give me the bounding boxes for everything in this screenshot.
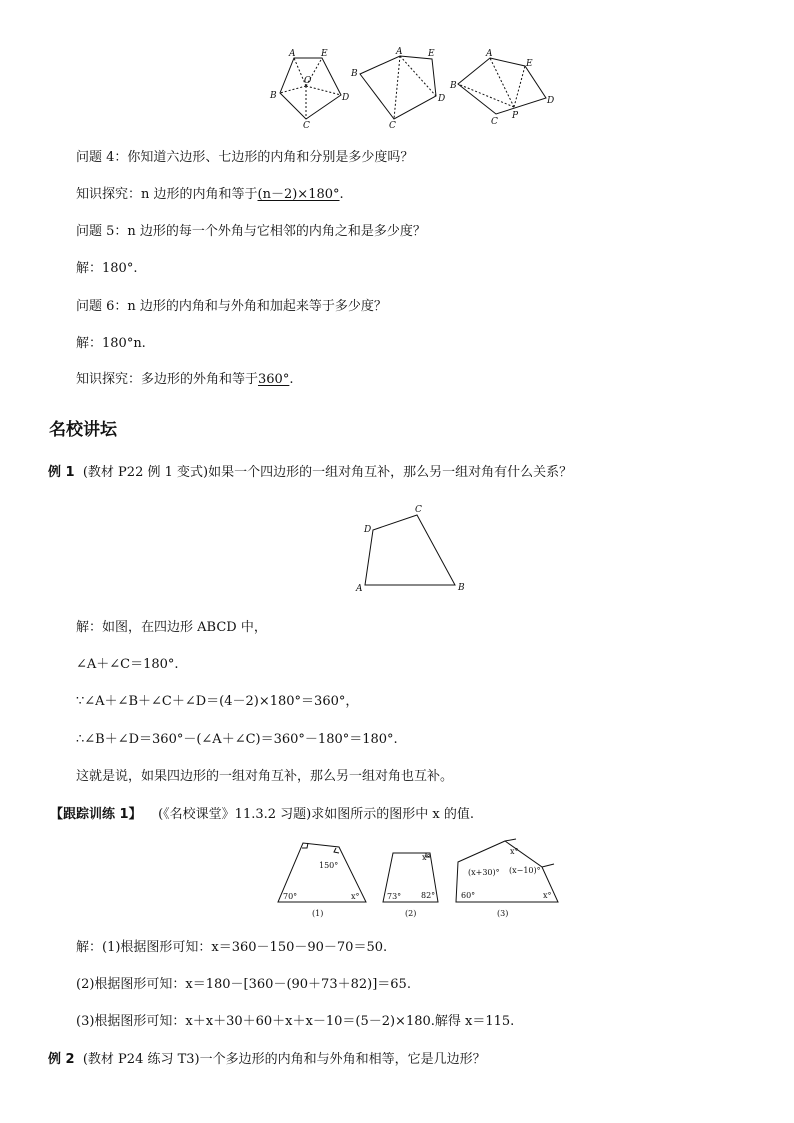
label-O1: O: [304, 76, 312, 86]
fig2-angle-73: 73°: [387, 892, 402, 901]
tracking-text: (《名校课堂》11.3.2 习题)求如图所示的图形中 x 的值.: [158, 807, 474, 822]
question-4: 问题 4：你知道六边形、七边形的内角和分别是多少度吗？: [76, 150, 414, 165]
fig3-angle-x-right: x°: [543, 891, 552, 900]
tracking-label: 【跟踪训练 1】: [50, 807, 142, 822]
answer-5: 解：180°.: [76, 261, 138, 276]
quad-label-A: A: [356, 584, 363, 594]
label-A3: A: [486, 49, 493, 59]
question-5: 问题 5：n 边形的每一个外角与它相邻的内角之和是多少度？: [76, 224, 426, 239]
label-E2: E: [428, 49, 435, 59]
answer-6: 解：180°n.: [76, 336, 146, 351]
label-C1: C: [303, 121, 310, 131]
knowledge-2-prefix: 知识探究：多边形的外角和等于: [76, 372, 259, 387]
example-2-label: 例 2: [48, 1052, 75, 1067]
knowledge-2: [76, 371, 293, 389]
example-2: [48, 1051, 486, 1069]
question-6: 问题 6：n 边形的内角和与外角和加起来等于多少度？: [76, 299, 387, 314]
knowledge-1-suffix: .: [339, 187, 344, 202]
label-E3: E: [526, 59, 533, 69]
tracking-solution-1: 解：(1)根据图形可知：x＝360－150－90－70＝50.: [76, 940, 388, 955]
fig2-angle-x: x°: [422, 853, 431, 862]
quad-label-D: D: [364, 525, 372, 535]
fig3-caption: (3): [497, 909, 509, 918]
label-B3: B: [450, 81, 457, 91]
fig3-angle-x-top: x°: [510, 847, 519, 856]
example-1-label: 例 1: [48, 465, 75, 480]
fig3-angle-x-minus-10: (x−10)°: [509, 866, 541, 875]
solution-line-2: ∠A＋∠C＝180°.: [76, 657, 179, 672]
fig1-angle-70: 70°: [283, 892, 298, 901]
label-A1: A: [289, 49, 296, 59]
tracking-exercise: [50, 806, 474, 824]
quad-label-B: B: [458, 583, 465, 593]
quadrilateral-figure: [352, 500, 472, 600]
label-D3: D: [547, 96, 555, 106]
example-1-text: (教材 P22 例 1 变式)如果一个四边形的一组对角互补，那么另一组对角有什么关系？: [82, 465, 573, 480]
label-C2: C: [389, 121, 396, 131]
fig1-angle-x: x°: [351, 892, 360, 901]
knowledge-1: [76, 186, 344, 204]
label-B2: B: [351, 69, 358, 79]
knowledge-1-answer: (n－2)×180°: [257, 187, 340, 202]
fig2-caption: (2): [405, 909, 417, 918]
solution-line-5: 这就是说，如果四边形的一组对角互补，那么另一组对角也互补。: [76, 769, 454, 784]
fig3-angle-60: 60°: [461, 891, 476, 900]
knowledge-2-answer: 360°: [258, 372, 290, 387]
fig2-angle-82: 82°: [421, 891, 436, 900]
label-P3: P: [512, 111, 519, 121]
example-2-text: (教材 P24 练习 T3)一个多边形的内角和与外角和相等，它是几边形？: [82, 1052, 486, 1067]
section-heading: 名校讲坛: [49, 420, 117, 440]
quad-label-C: C: [415, 505, 422, 515]
solution-line-1: 解：如图，在四边形 ABCD 中，: [76, 620, 267, 635]
label-A2: A: [396, 47, 403, 57]
label-C3: C: [491, 117, 498, 127]
pentagons-figure: [262, 44, 562, 132]
knowledge-1-prefix: 知识探究：n 边形的内角和等于: [76, 187, 258, 202]
fig1-caption: (1): [312, 909, 324, 918]
fig3-angle-x-plus-30: (x+30)°: [468, 868, 500, 877]
label-D2: D: [438, 94, 446, 104]
tracking-solution-3: (3)根据图形可知：x＋x＋30＋60＋x＋x－10＝(5－2)×180.解得 x＝115.: [76, 1014, 515, 1029]
x-angle-figures: [272, 838, 562, 922]
label-E1: E: [321, 49, 328, 59]
tracking-solution-2: (2)根据图形可知：x＝180－[360－(90＋73＋82)]＝65.: [76, 977, 411, 992]
label-B1: B: [270, 91, 277, 101]
solution-line-4: ∴∠B＋∠D＝360°－(∠A＋∠C)＝360°－180°＝180°.: [76, 732, 398, 747]
solution-line-3: ∵∠A＋∠B＋∠C＋∠D＝(4－2)×180°＝360°，: [76, 694, 359, 709]
label-D1: D: [342, 93, 350, 103]
knowledge-2-suffix: .: [289, 372, 294, 387]
example-1: [48, 464, 572, 482]
fig1-angle-150: 150°: [319, 861, 339, 870]
